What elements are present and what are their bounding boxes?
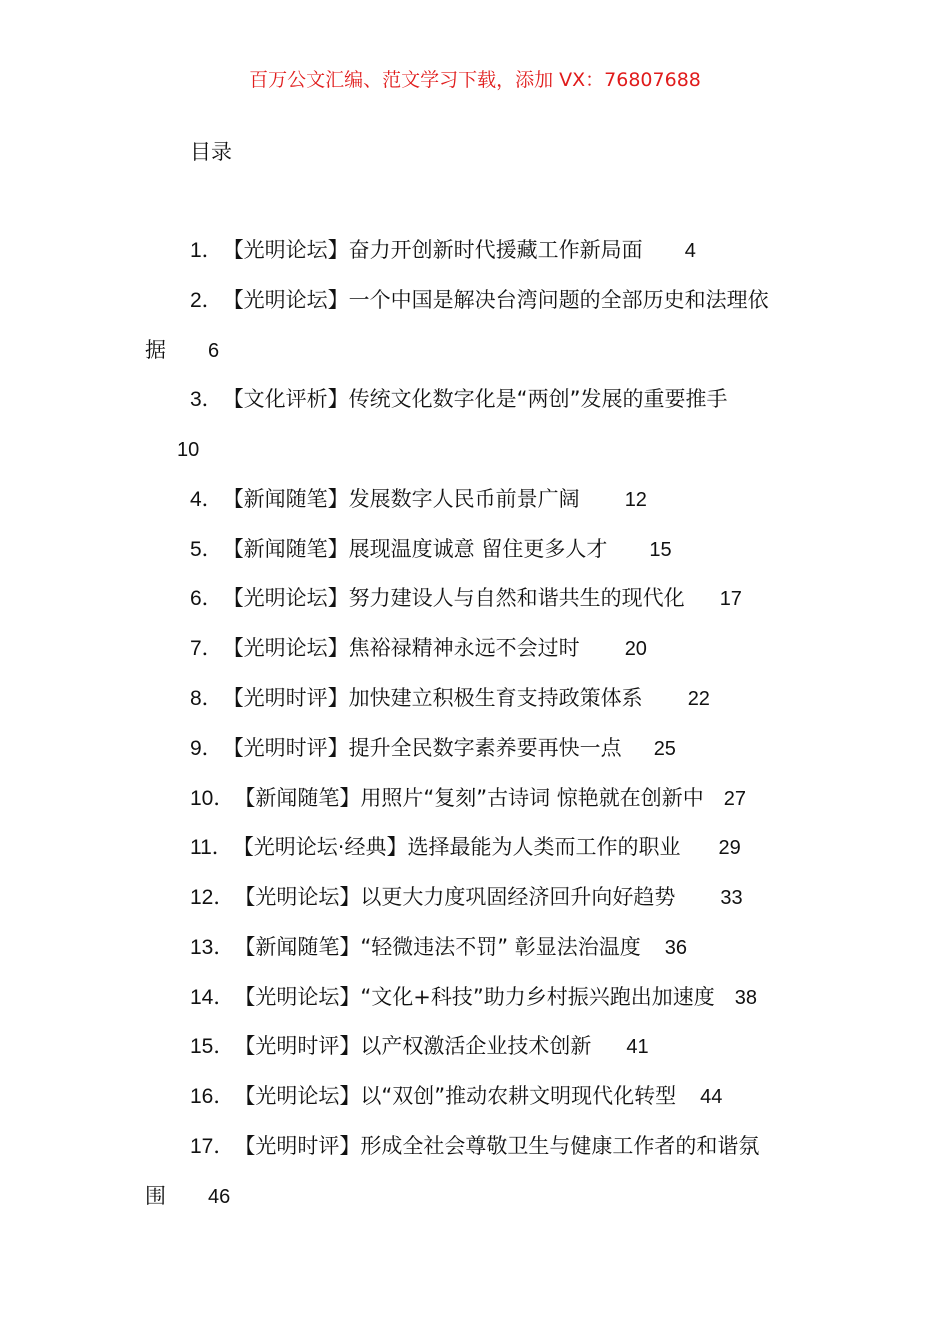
toc-entry-number: 5． (190, 538, 223, 561)
toc-entry-number: 4． (190, 488, 223, 511)
toc-entry[interactable] (190, 882, 743, 913)
toc-entry-number: 6． (190, 587, 223, 610)
toc-entry[interactable] (190, 285, 769, 316)
toc-entry[interactable] (190, 1081, 722, 1112)
toc-entry-page: 46 (208, 1186, 231, 1208)
toc-entry-title: 【光明论坛】一个中国是解决台湾问题的全部历史和法理依 (222, 288, 769, 312)
toc-entry-page: 20 (624, 638, 647, 660)
toc-entry-page: 36 (664, 937, 688, 959)
toc-entry-continuation[interactable] (177, 434, 199, 465)
toc-entry-page: 41 (626, 1036, 649, 1058)
toc-entry-number: 16． (190, 1085, 235, 1108)
toc-entry-number: 14． (190, 986, 235, 1009)
toc-entry-title: 【光明论坛】以“双创”推动农耕文明现代化转型 (234, 1084, 677, 1108)
toc-entry-title: 【光明时评】形成全社会尊敬卫生与健康工作者的和谐氛 (234, 1134, 760, 1158)
toc-entry[interactable] (190, 484, 647, 515)
toc-entry-page: 33 (720, 887, 743, 909)
toc-entry-number: 17． (190, 1135, 235, 1158)
toc-entry[interactable] (190, 1031, 649, 1062)
toc-entry-number: 8． (190, 687, 223, 710)
toc-entry-title-cont: 围 (145, 1184, 166, 1208)
toc-entry[interactable] (190, 1131, 759, 1162)
watermark-header: 百万公文汇编、范文学习下载，添加 VX：76807688 (249, 69, 701, 91)
toc-entry-title: 【光明论坛】以更大力度巩固经济回升向好趋势 (234, 885, 676, 909)
toc-entry-page: 27 (723, 788, 747, 810)
toc-entry[interactable] (190, 534, 672, 565)
toc-entry-continuation[interactable] (145, 335, 219, 366)
toc-entry-number: 9． (190, 737, 223, 760)
toc-entry-page: 22 (687, 688, 710, 710)
toc-entry-page: 4 (684, 240, 696, 262)
toc-entry-title: 【光明论坛】“文化+科技”助力乡村振兴跑出加速度 (234, 985, 715, 1009)
toc-entry-number: 15． (190, 1035, 235, 1058)
toc-entry[interactable] (190, 733, 676, 764)
toc-entry-number: 13． (190, 936, 235, 959)
toc-entry-number: 12． (190, 886, 235, 909)
toc-entry-number: 11． (190, 836, 233, 859)
toc-entry[interactable] (190, 832, 741, 863)
toc-entry-page: 12 (624, 489, 647, 511)
toc-entry[interactable] (190, 783, 746, 814)
toc-entry-title: 【新闻随笔】用照片“复刻”古诗词 惊艳就在创新中 (234, 786, 704, 810)
toc-entry-title: 【光明论坛·经典】选择最能为人类而工作的职业 (232, 835, 681, 859)
toc-entry[interactable] (190, 384, 727, 415)
toc-entry[interactable] (190, 583, 742, 614)
toc-entry-number: 1． (190, 239, 223, 262)
toc-entry-page: 25 (653, 738, 676, 760)
toc-entry-title: 【光明时评】以产权激活企业技术创新 (234, 1034, 592, 1058)
toc-entry-page: 10 (177, 439, 200, 461)
toc-entry-title: 【文化评析】传统文化数字化是“两创”发展的重要推手 (222, 387, 728, 411)
toc-entry-page: 38 (734, 987, 757, 1009)
toc-entry-title: 【光明论坛】努力建设人与自然和谐共生的现代化 (222, 586, 685, 610)
toc-entry-title: 【光明时评】提升全民数字素养要再快一点 (222, 736, 622, 760)
toc-entry-page: 44 (700, 1086, 723, 1108)
toc-entry-title: 【光明时评】加快建立积极生育支持政策体系 (222, 686, 643, 710)
toc-entry-page: 6 (208, 340, 220, 362)
toc-entry-title: 【光明论坛】奋力开创新时代援藏工作新局面 (222, 238, 643, 262)
toc-entry-number: 7． (190, 637, 223, 660)
toc-entry[interactable] (190, 633, 647, 664)
toc-entry-title: 【新闻随笔】“轻微违法不罚” 彰显法治温度 (234, 935, 641, 959)
toc-entry[interactable] (190, 683, 710, 714)
toc-entry-title: 【光明论坛】焦裕禄精神永远不会过时 (222, 636, 580, 660)
toc-title: 目录 (190, 140, 232, 164)
toc-entry-title: 【新闻随笔】发展数字人民币前景广阔 (222, 487, 580, 511)
toc-entry-number: 3． (190, 388, 223, 411)
toc-entry-page: 17 (719, 588, 742, 610)
toc-entry[interactable] (190, 235, 696, 266)
toc-entry-title-cont: 据 (145, 338, 166, 362)
toc-entry-page: 29 (718, 837, 741, 859)
toc-entry-title: 【新闻随笔】展现温度诚意 留住更多人才 (222, 537, 608, 561)
toc-entry-number: 10． (190, 787, 235, 810)
toc-entry[interactable] (190, 982, 757, 1013)
toc-entry-continuation[interactable] (145, 1181, 230, 1212)
toc-entry[interactable] (190, 932, 687, 963)
toc-entry-page: 15 (649, 539, 672, 561)
toc-entry-number: 2． (190, 289, 223, 312)
